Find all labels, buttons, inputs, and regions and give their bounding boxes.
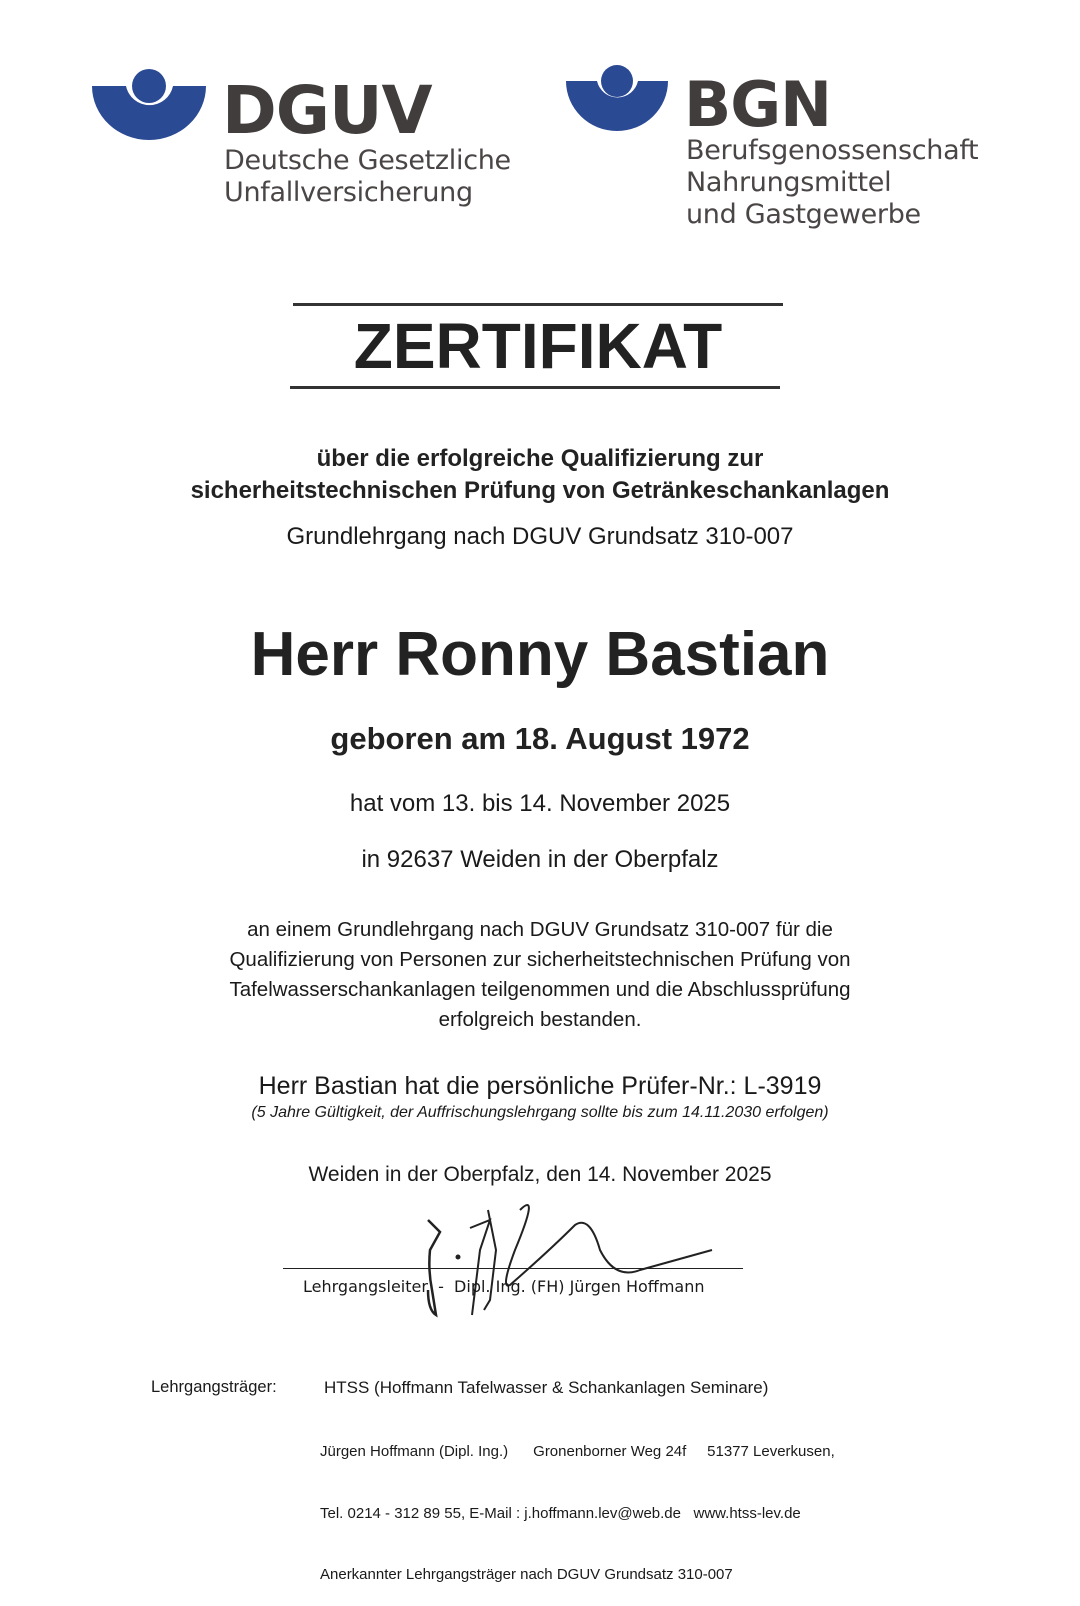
place-date: Weiden in der Oberpfalz, den 14. November 2025 xyxy=(308,1163,772,1186)
bgn-sub-line: Berufsgenossenschaft xyxy=(686,135,979,166)
dguv-sub-line: Unfallversicherung xyxy=(224,177,473,208)
certificate-title: ZERTIFIKAT xyxy=(353,310,723,382)
body-line: Tafelwasserschankanlagen teilgenommen und die Abschlussprüfung xyxy=(229,978,851,1001)
examiner-number: Herr Bastian hat die persönliche Prüfer-Nr.: L-3919 xyxy=(258,1072,822,1100)
signature xyxy=(400,1190,730,1325)
bgn-sub-line: und Gastgewerbe xyxy=(686,199,921,230)
body-text xyxy=(0,915,1080,1035)
dguv-title: DGUV xyxy=(222,72,432,149)
footer-label: Lehrgangsträger: xyxy=(151,1378,277,1396)
subtitle-line: sicherheitstechnischen Prüfung von Getränkeschankanlagen xyxy=(190,477,890,504)
subtitle xyxy=(0,443,1080,507)
footer-phone-email: Tel. 0214 - 312 89 55, E-Mail : j.hoffmann.lev@web.de www.htss-lev.de xyxy=(320,1504,801,1522)
course: Grundlehrgang nach DGUV Grundsatz 310-007 xyxy=(286,523,794,550)
signature-caption: Lehrgangsleiter - Dipl. Ing. (FH) Jürgen Hoffmann xyxy=(303,1277,705,1296)
recipient-name: Herr Ronny Bastian xyxy=(250,620,830,689)
footer-accreditation: Anerkannter Lehrgangsträger nach DGUV Grundsatz 310-007 xyxy=(320,1566,733,1583)
footer-org: HTSS (Hoffmann Tafelwasser & Schankanlagen Seminare) xyxy=(324,1378,769,1397)
title-rule-bottom xyxy=(290,386,780,389)
birth-date: geboren am 18. August 1972 xyxy=(330,721,750,756)
bgn-sub-line: Nahrungsmittel xyxy=(686,167,892,198)
title-rule-top xyxy=(293,303,783,306)
footer-address: Jürgen Hoffmann (Dipl. Ing.) Gronenborner Weg 24f 51377 Leverkusen, xyxy=(320,1443,835,1460)
bgn-emblem-icon xyxy=(566,63,669,131)
dguv-emblem-icon xyxy=(92,68,207,140)
body-line: an einem Grundlehrgang nach DGUV Grundsatz 310-007 für die xyxy=(247,918,833,941)
subtitle-line: über die erfolgreiche Qualifizierung zur xyxy=(316,445,764,472)
body-line: erfolgreich bestanden. xyxy=(438,1008,642,1031)
footer-contact xyxy=(320,1401,835,1606)
course-dates: hat vom 13. bis 14. November 2025 xyxy=(349,790,731,817)
validity-note: (5 Jahre Gültigkeit, der Auffrischungslehrgang sollte bis zum 14.11.2030 erfolgen) xyxy=(251,1104,829,1121)
dguv-sub-line: Deutsche Gesetzliche xyxy=(224,145,511,176)
course-place: in 92637 Weiden in der Oberpfalz xyxy=(361,846,719,873)
body-line: Qualifizierung von Personen zur sicherheitstechnischen Prüfung von xyxy=(229,948,851,971)
bgn-title: BGN xyxy=(684,68,832,141)
